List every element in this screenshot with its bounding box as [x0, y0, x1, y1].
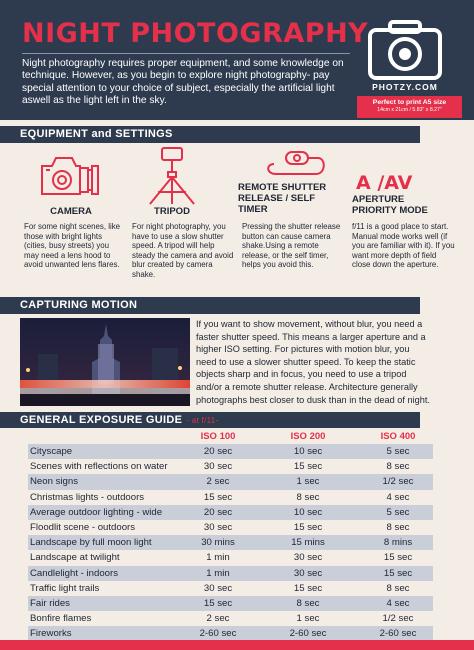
page-title: NIGHT PHOTOGRAPHY	[22, 18, 369, 49]
remote-text: Pressing the shutter release button can cause camera shake.Using a remote release, or the self timer, helps you avoid this.	[242, 222, 341, 270]
row-subject: Fair rides	[30, 598, 70, 609]
row-exposure-1: 30 mins	[201, 537, 235, 549]
logo-text: PHOTZY.COM	[372, 82, 438, 92]
row-exposure-3: 4 sec	[386, 491, 410, 503]
table-row	[28, 566, 433, 581]
table-row	[28, 505, 433, 520]
exposure-heading-text: GENERAL EXPOSURE GUIDE	[20, 414, 183, 426]
table-row	[28, 490, 433, 505]
row-exposure-2: 30 sec	[293, 567, 323, 579]
capturing-heading	[0, 297, 420, 314]
row-exposure-2: 15 sec	[293, 522, 323, 533]
aperture-title: APERTURE PRIORITY MODE	[352, 194, 428, 216]
row-subject: Cityscape	[30, 446, 73, 457]
row-exposure-2: 2-60 sec	[289, 628, 327, 640]
row-exposure-2: 1 sec	[296, 613, 320, 625]
remote-icon	[262, 146, 328, 182]
row-exposure-1: 30 sec	[203, 461, 233, 473]
row-exposure-3: 8 sec	[386, 582, 410, 594]
row-exposure-3: 8 sec	[386, 461, 410, 473]
remote-title: REMOTE SHUTTER RELEASE / SELF TIMER	[238, 182, 327, 215]
title-divider	[22, 53, 350, 54]
row-exposure-2: 15 mins	[291, 537, 325, 549]
table-row	[28, 459, 433, 474]
row-exposure-1: 2 sec	[206, 476, 230, 488]
table-row	[28, 596, 433, 611]
print-title: Perfect to print A5 size	[372, 99, 447, 106]
row-subject: Floodlit scene - outdoors	[30, 522, 136, 533]
row-exposure-3: 4 sec	[386, 598, 410, 609]
print-size-badge	[357, 96, 462, 118]
intro-text: Night photography requires proper equipment, and some knowledge on technique. However, as you begin to explore night photography- pay special attention to your choice of subject, especially the artificial light aswell as the light left in the sky.	[22, 58, 344, 107]
exposure-heading	[0, 412, 420, 428]
row-exposure-3: 8 sec	[386, 522, 410, 533]
row-exposure-1: 30 sec	[203, 522, 233, 533]
table-row	[28, 520, 433, 535]
row-subject: Christmas lights - outdoors	[30, 491, 145, 503]
camera-icon	[38, 148, 100, 204]
row-exposure-1: 1 min	[206, 552, 230, 564]
row-subject: Landscape at twilight	[30, 552, 120, 564]
row-exposure-3: 8 mins	[383, 537, 413, 549]
tripod-title: TRIPOD	[154, 206, 190, 217]
row-exposure-2: 15 sec	[293, 461, 323, 473]
row-exposure-2: 10 sec	[293, 506, 323, 518]
row-exposure-3: 2-60 sec	[379, 628, 417, 640]
row-exposure-2: 8 sec	[296, 598, 320, 609]
row-exposure-3: 1/2 sec	[382, 476, 414, 488]
bottom-bar	[0, 640, 474, 650]
row-exposure-2: 15 sec	[293, 582, 323, 594]
row-exposure-2: 1 sec	[296, 476, 320, 488]
row-subject: Scenes with reflections on water	[30, 461, 168, 473]
exposure-subheading: - at f/11-	[186, 416, 219, 425]
row-exposure-2: 30 sec	[293, 552, 323, 564]
row-exposure-1: 20 sec	[203, 446, 233, 457]
col-iso-200: ISO 200	[290, 431, 326, 442]
row-exposure-3: 5 sec	[386, 506, 410, 518]
table-row	[28, 444, 433, 459]
row-subject: Fireworks	[30, 628, 72, 640]
row-subject: Average outdoor lighting - wide	[30, 506, 163, 518]
capturing-heading-text: CAPTURING MOTION	[20, 299, 138, 311]
night-city-photo	[20, 318, 190, 406]
row-exposure-1: 15 sec	[203, 598, 233, 609]
table-row	[28, 535, 433, 550]
row-exposure-1: 15 sec	[203, 491, 233, 503]
table-row	[28, 581, 433, 596]
col-iso-400: ISO 400	[380, 431, 416, 442]
row-exposure-1: 20 sec	[203, 506, 233, 518]
row-exposure-1: 2 sec	[206, 613, 230, 625]
row-subject: Bonfire flames	[30, 613, 92, 625]
row-exposure-2: 8 sec	[296, 491, 320, 503]
col-iso-100: ISO 100	[200, 431, 236, 442]
row-exposure-2: 10 sec	[293, 446, 323, 457]
capturing-text: If you want to show movement, without blur, you need a faster shutter speed. This means a larger aperture and a higher ISO setting. For pictures with motion blur, you need to use a slower shutter speed. To keep the static objects sharp and in focus, you need to use a tripod and/or a remote shutter release. Architecture generally photographs best closer to dusk than in the dead of night.	[196, 319, 430, 405]
row-exposure-3: 1/2 sec	[382, 613, 414, 625]
photzy-camera-logo-icon	[368, 20, 442, 80]
tripod-text: For night photography, you have to use a slow shutter speed. A tripod will help steady the camera and avoid blur created by camera shake.	[132, 222, 234, 279]
print-size: 14cm x 21cm / 5.83" x 8.27"	[377, 107, 442, 113]
tripod-icon	[142, 146, 202, 208]
table-header	[28, 430, 433, 444]
row-exposure-3: 15 sec	[383, 552, 413, 564]
equipment-heading-text: EQUIPMENT and SETTINGS	[20, 128, 173, 140]
camera-title: CAMERA	[50, 206, 92, 217]
row-subject: Landscape by full moon light	[30, 537, 152, 549]
table-row	[28, 550, 433, 565]
aperture-text: f/11 is a good place to start. Manual mode works well (if you are familiar with it). If you want more depth of field close down the aperture.	[352, 222, 455, 270]
table-row	[28, 611, 433, 626]
table-row	[28, 474, 433, 489]
camera-text: For some night scenes, like those with bright lights (cities, busy streets) you may need a lens hood to avoid unwanted lens flares.	[24, 222, 121, 270]
row-subject: Candlelight - indoors	[30, 567, 118, 579]
aperture-av-icon: A /AV	[356, 172, 413, 194]
row-exposure-1: 1 min	[206, 567, 230, 579]
row-exposure-3: 15 sec	[383, 567, 413, 579]
equipment-heading	[0, 126, 420, 143]
row-exposure-1: 30 sec	[203, 582, 233, 594]
row-subject: Neon signs	[30, 476, 78, 488]
row-exposure-3: 5 sec	[386, 446, 410, 457]
row-exposure-1: 2-60 sec	[199, 628, 237, 640]
row-subject: Traffic light trails	[30, 582, 100, 594]
